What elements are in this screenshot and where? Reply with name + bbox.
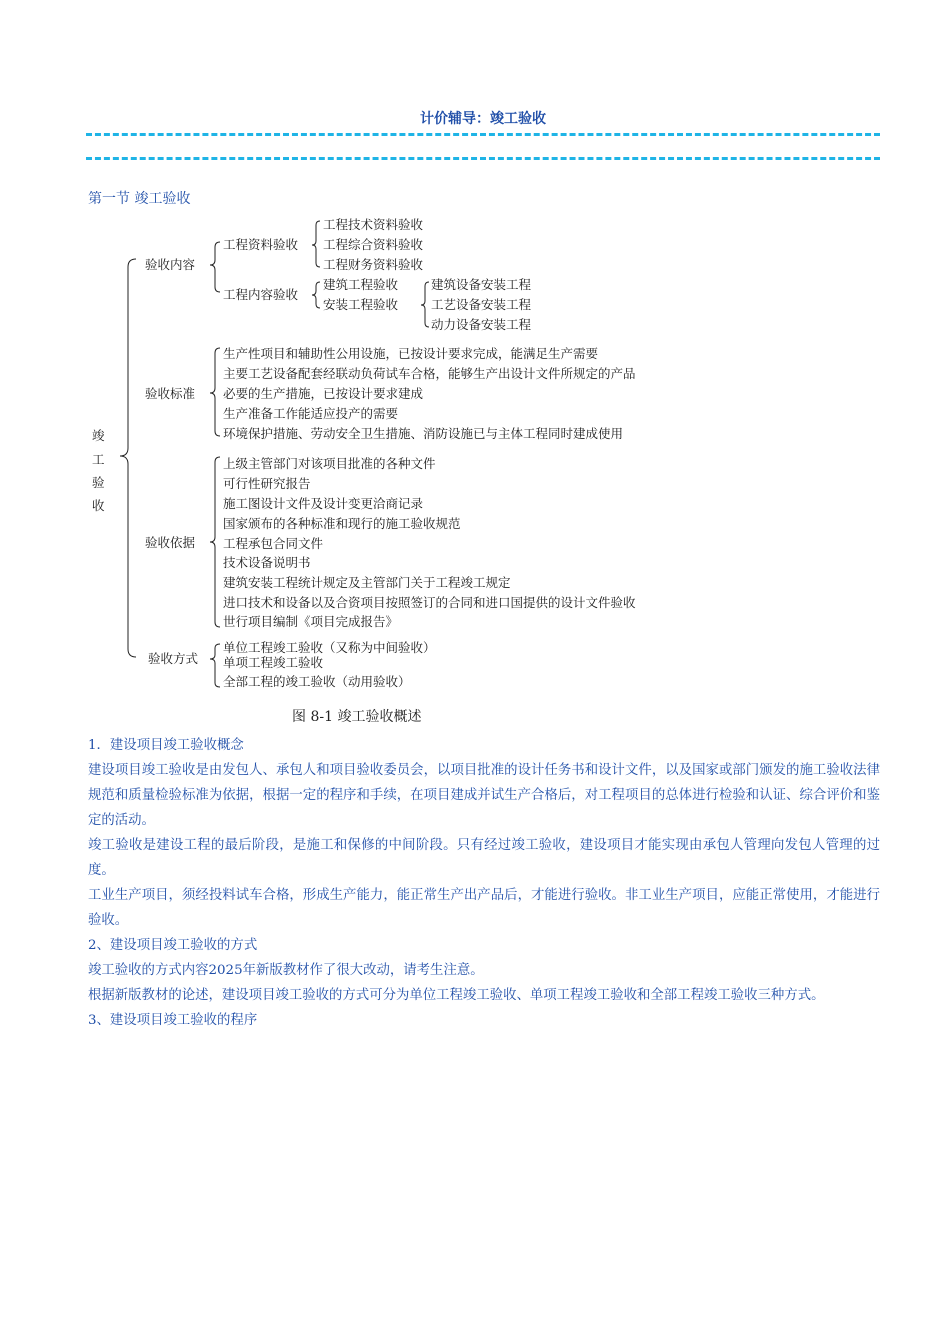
data-item-1: 工程技术资料验收 (323, 217, 424, 232)
paragraph-methods-detail: 根据新版教材的论述，建设项目竣工验收的方式可分为单位工程竣工验收、单项工程竣工验收和全部工程竣工验收三种方式。 (88, 988, 825, 1003)
node-basis-label: 验收依据 (145, 535, 196, 550)
root-char-1: 竣 (92, 428, 105, 443)
basis-item-5: 工程承包合同文件 (223, 536, 324, 551)
heading-procedure: 3、建设项目竣工验收的程序 (88, 1013, 258, 1028)
work-sub-brace (312, 282, 320, 308)
page-title: 计价辅导：竣工验收 (420, 111, 546, 127)
paragraph-industrial-projects: 工业生产项目，须经投料试车合格，形成生产能力，能正常生产出产品后，才能进行验收。非工业生产项目，应能正常使用，才能进行验收。 (88, 888, 880, 928)
standard-item-3: 必要的生产措施，已按设计要求建成 (223, 386, 424, 401)
basis-item-6: 技术设备说明书 (223, 555, 311, 570)
node-content-label: 验收内容 (145, 257, 196, 272)
body-text (88, 733, 880, 1033)
method-item-2: 单项工程竣工验收 (223, 655, 324, 670)
node-standard-label: 验收标准 (145, 386, 196, 401)
basis-brace (210, 457, 220, 627)
dashed-rule-top (86, 133, 880, 136)
dashed-rule-bottom (86, 157, 880, 160)
basis-item-9: 世行项目编制《项目完成报告》 (223, 614, 399, 629)
basis-item-8: 进口技术和设备以及合资项目按照签订的合同和进口国提供的设计文件验收 (223, 595, 636, 610)
standard-item-5: 环境保护措施、劳动安全卫生措施、消防设施已与主体工程同时建成使用 (223, 426, 624, 441)
data-item-2: 工程综合资料验收 (323, 237, 424, 252)
paragraph-final-stage: 竣工验收是建设工程的最后阶段，是施工和保修的中间阶段。只有经过竣工验收，建设项目才能实现由承包人管理向发包人管理的过度。 (88, 838, 880, 878)
section-heading: 第一节 竣工验收 (88, 191, 191, 207)
data-item-3: 工程财务资料验收 (323, 257, 424, 272)
paragraph-methods-note: 竣工验收的方式内容2025年新版教材作了很大改动，请考生注意。 (88, 963, 484, 978)
root-char-2: 工 (92, 452, 105, 467)
standard-item-1: 生产性项目和辅助性公用设施，已按设计要求完成，能满足生产需要 (223, 346, 599, 361)
acceptance-overview-diagram (86, 212, 706, 692)
content-brace (210, 242, 220, 292)
install-sub-brace (421, 282, 429, 327)
node-method-label: 验收方式 (148, 651, 199, 666)
root-char-4: 收 (92, 498, 105, 513)
paragraph-concept-definition: 建设项目竣工验收是由发包人、承包人和项目验收委员会，以项目批准的设计任务书和设计文件，以及国家或部门颁发的施工验收法律规范和质量检验标准为依据，根据一定的程序和手续，在项目建成并试生产合格后，对工程项目的总体进行检验和认证、综合评价和鉴定的活动。 (88, 763, 880, 828)
figure-caption: 图 8-1 竣工验收概述 (292, 709, 422, 725)
basis-item-1: 上级主管部门对该项目批准的各种文件 (223, 456, 436, 471)
root-brace (120, 259, 136, 657)
heading-concept: 1．建设项目竣工验收概念 (88, 738, 244, 753)
heading-methods: 2、建设项目竣工验收的方式 (88, 938, 258, 953)
standard-item-4: 生产准备工作能适应投产的需要 (223, 406, 399, 421)
basis-item-3: 施工图设计文件及设计变更洽商记录 (223, 496, 424, 511)
data-acceptance-label: 工程资料验收 (223, 237, 299, 252)
install-item-2: 工艺设备安装工程 (431, 297, 532, 312)
method-brace (210, 644, 220, 687)
install-item-3: 动力设备安装工程 (431, 317, 532, 332)
root-char-3: 验 (92, 475, 105, 490)
basis-item-2: 可行性研究报告 (223, 476, 311, 491)
basis-item-7: 建筑安装工程统计规定及主管部门关于工程竣工规定 (223, 575, 511, 590)
method-item-1: 单位工程竣工验收（又称为中间验收） (223, 640, 436, 655)
method-item-3: 全部工程的竣工验收（动用验收） (223, 674, 411, 689)
work-item-2: 安装工程验收 (323, 297, 399, 312)
install-item-1: 建筑设备安装工程 (431, 277, 532, 292)
basis-item-4: 国家颁布的各种标准和现行的施工验收规范 (223, 516, 461, 531)
work-acceptance-label: 工程内容验收 (223, 287, 299, 302)
data-sub-brace (312, 221, 320, 267)
standard-item-2: 主要工艺设备配套经联动负荷试车合格，能够生产出设计文件所规定的产品 (223, 366, 636, 381)
standard-brace (210, 348, 220, 436)
work-item-1: 建筑工程验收 (323, 277, 399, 292)
